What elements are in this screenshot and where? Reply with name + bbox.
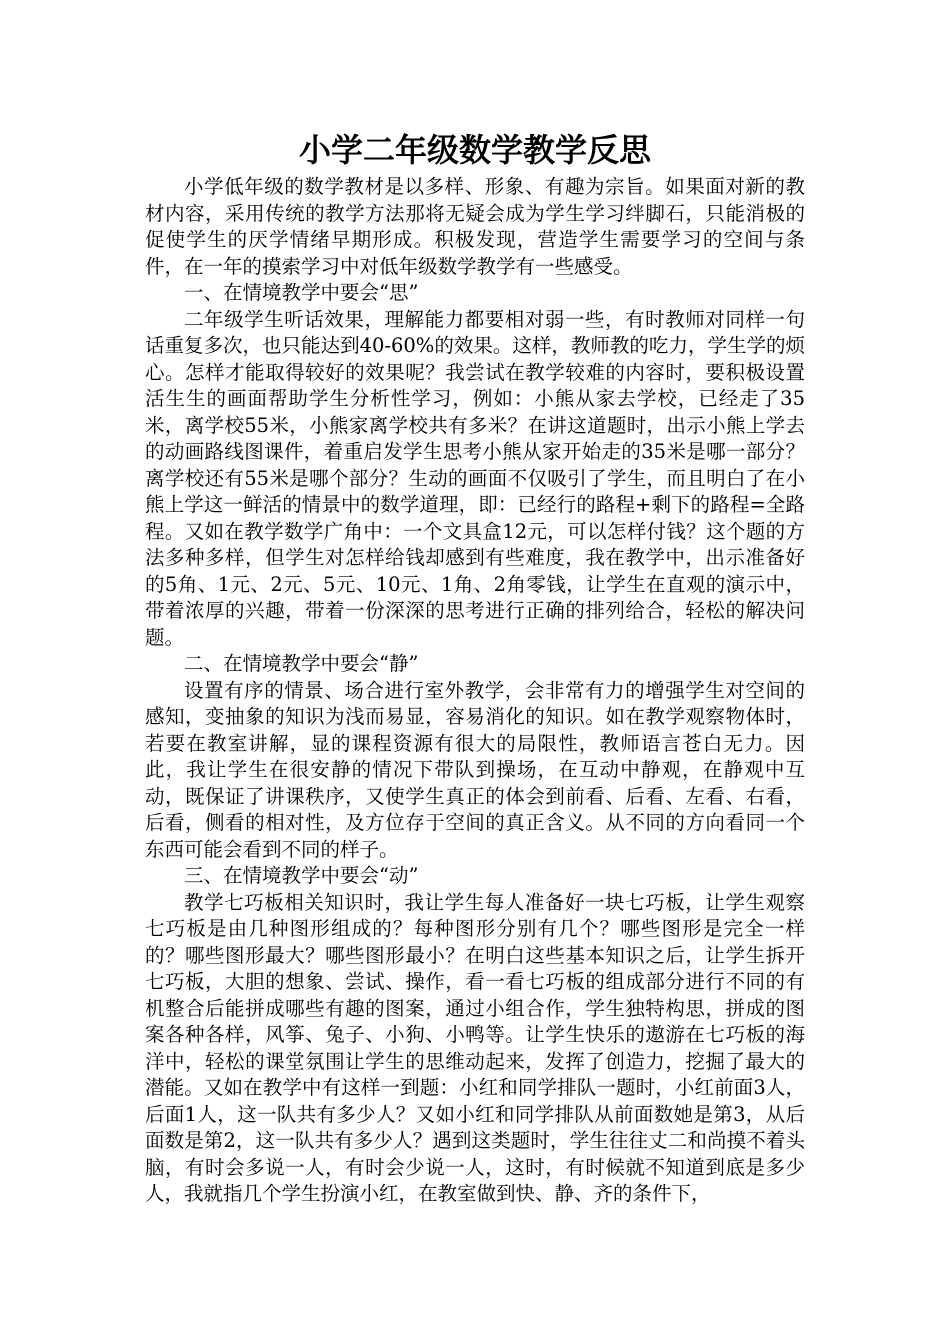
paragraph-intro: 小学低年级的数学教材是以多样、形象、有趣为宗旨。如果面对新的教材内容，采用传统的教学方法那将无疑会成为学生学习绊脚石，只能消极的促使学生的厌学情绪早期形成。积极发现，营造学生需要学习的空间与条件，在一年的摸索学习中对低年级数学教学有一些感受。 bbox=[145, 175, 805, 278]
section-heading-quiet: 二、在情境教学中要会“静” bbox=[184, 652, 419, 675]
section-heading-move: 三、在情境教学中要会“动” bbox=[184, 864, 419, 887]
paragraph-move: 教学七巧板相关知识时，我让学生每人准备好一块七巧板，让学生观察七巧板是由几种图形组成的？每种图形分别有几个？哪些图形是完全一样的？哪些图形最大？哪些图形最小？在明白这些基本知识之后，让学生拆开七巧板，大胆的想象、尝试、操作，看一看七巧板的组成部分进行不同的有机整合后能拼成哪些有趣的图案，通过小组合作，学生独特构思，拼成的图案各种各样，风筝、兔子、小狗、小鸭等。让学生快乐的遨游在七巧板的海洋中，轻松的课堂氛围让学生的思维动起来，发挥了创造力，挖掘了最大的潜能。又如在教学中有这样一到题：小红和同学排队一题时，小红前面3人，后面1人，这一队共有多少人？又如小红和同学排队从前面数她是第3，从后面数是第2，这一队共有多少人？遇到这类题时，学生往往丈二和尚摸不着头脑，有时会多说一人，有时会少说一人，这时，有时候就不知道到底是多少人，我就指几个学生扮演小红，在教室做到快、静、齐的条件下， bbox=[145, 890, 805, 1205]
section-heading-think: 一、在情境教学中要会“思” bbox=[184, 281, 419, 304]
document-title: 小学二年级数学教学反思 bbox=[298, 131, 651, 169]
paragraph-quiet: 设置有序的情景、场合进行室外教学，会非常有力的增强学生对空间的感知，变抽象的知识为浅而易显，容易消化的知识。如在教学观察物体时，若要在教室讲解，显的课程资源有很大的局限性，教师语言苍白无力。因此，我让学生在很安静的情况下带队到操场，在互动中静观，在静观中互动，既保证了讲课秩序，又使学生真正的体会到前看、后看、左看、右看，后看，侧看的相对性，及方位存于空间的真正含义。从不同的方向看同一个东西可能会看到不同的样子。 bbox=[145, 678, 805, 861]
document-body bbox=[145, 174, 805, 1208]
paragraph-think: 二年级学生听话效果，理解能力都要相对弱一些，有时教师对同样一句话重复多次，也只能达到40-60%的效果。这样，教师教的吃力，学生学的烦心。怎样才能取得较好的效果呢？我尝试在教学较难的内容时，要积极设置活生生的画面帮助学生分析性学习，例如：小熊从家去学校，已经走了35米，离学校55米，小熊家离学校共有多米？在讲这道题时，出示小熊上学去的动画路线图课件，着重启发学生思考小熊从家开始走的35米是哪一部分？离学校还有55米是哪个部分？生动的画面不仅吸引了学生，而且明白了在小熊上学这一鲜活的情景中的数学道理，即：已经行的路程+剩下的路程=全路程。又如在教学数学广角中：一个文具盒12元，可以怎样付钱？这个题的方法多种多样，但学生对怎样给钱却感到有些难度，我在教学中，出示准备好的5角、1元、2元、5元、10元、1角、2角零钱，让学生在直观的演示中，带着浓厚的兴趣，带着一份深深的思考进行正确的排列给合，轻松的解决问题。 bbox=[145, 307, 805, 649]
